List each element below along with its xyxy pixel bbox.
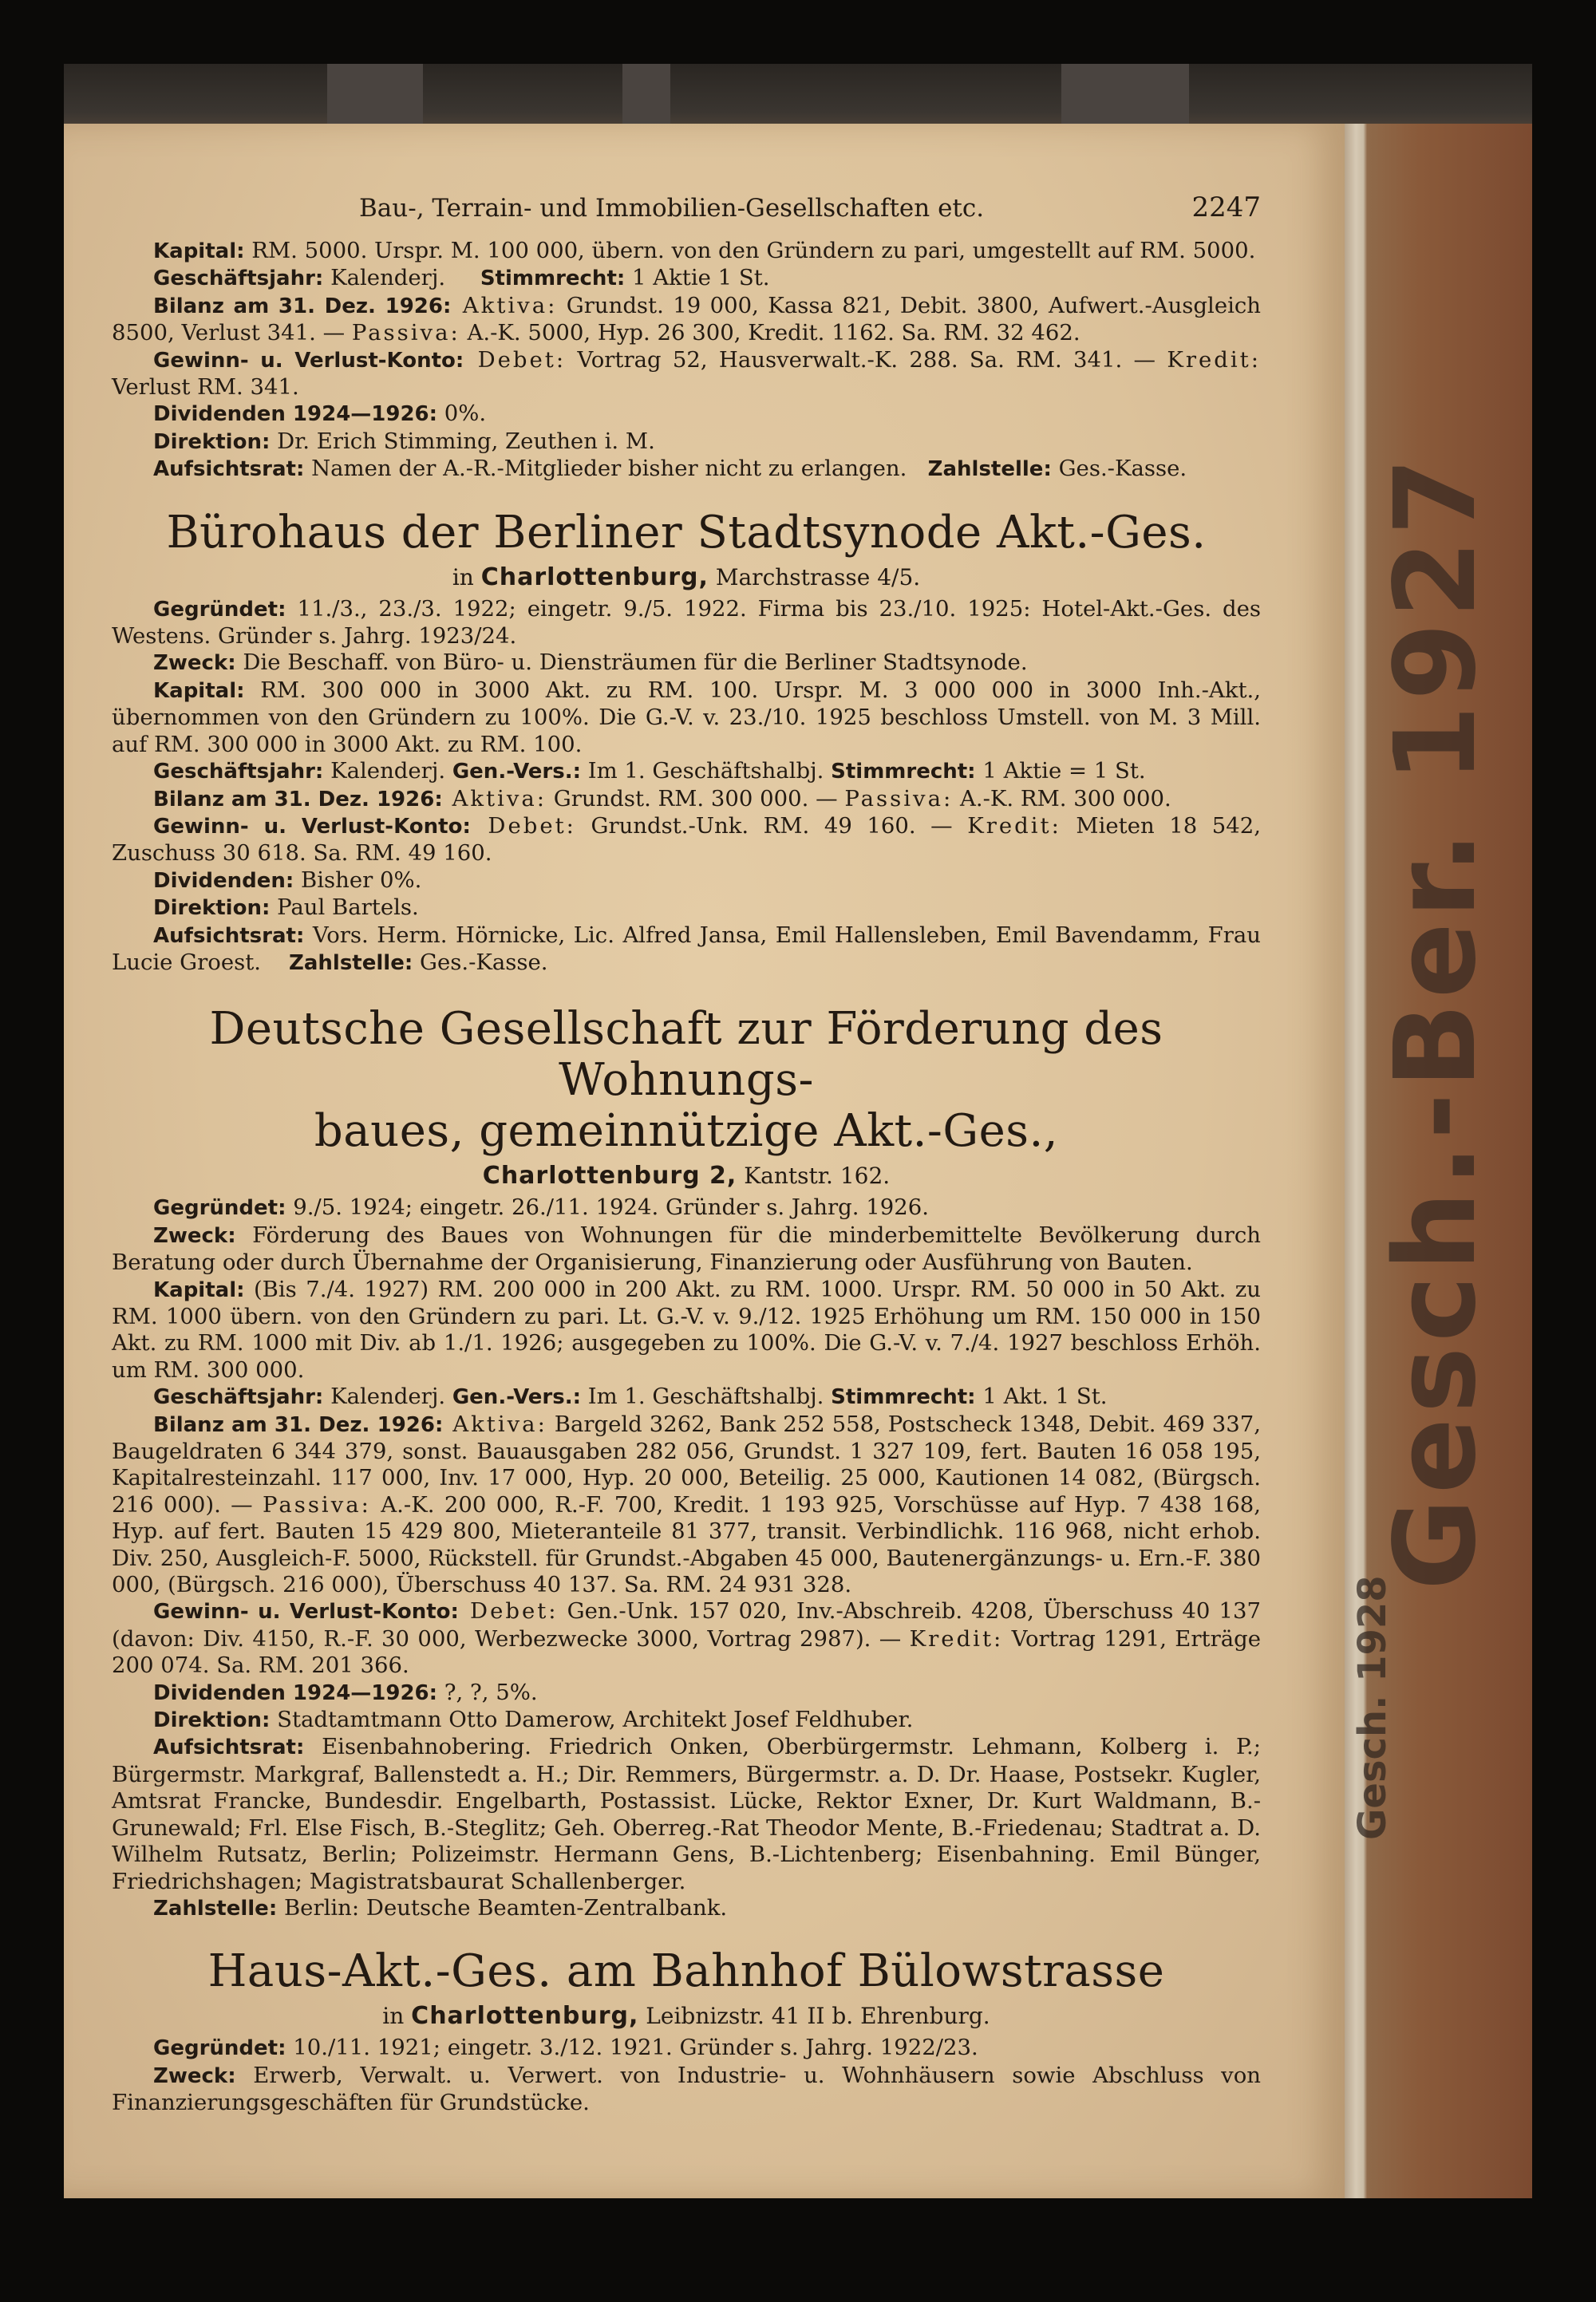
company-address-buerohaus: in Charlottenburg, Marchstrasse 4/5. — [452, 563, 921, 591]
entry-bilanz: Bilanz am 31. Dez. 1926: Aktiva: Grundst. RM. 300 000. — Passiva: A.-K. RM. 300 000. — [153, 785, 1171, 811]
entry-kapital: Kapital: (Bis 7./4. 1927) RM. 200 000 in 200 Akt. zu RM. 1000. Urspr. RM. 50 000 in 50 Akt. zu RM. 1000 übern. von den Gründern zu pari. Lt. G.-V. v. 9./12. 1925 Erhöhung um RM. 150 000 in 150 Akt. zu RM. 1000 mit Div. ab 1./1. 1926; ausgegeben zu 100%. Die G.-V. v. 7./4. 1927 beschloss Erhöh. um RM. 300 000. — [112, 1276, 1261, 1383]
entry-geschaeftsjahr: Geschäftsjahr: Kalenderj. Gen.-Vers.: Im 1. Geschäftshalbj. Stimmrecht: 1 Aktie = 1 St. — [153, 758, 1146, 784]
running-title: Bau-, Terrain- und Immobilien-Gesellschaften etc. — [359, 194, 985, 223]
entry-guv: Gewinn- u. Verlust-Konto: Debet: Grundst.-Unk. RM. 49 160. — Kredit: Mieten 18 542, Zuschuss 30 618. Sa. RM. 49 160. — [112, 812, 1262, 867]
page-text — [112, 192, 1261, 2117]
entry-dividenden: Dividenden: Bisher 0%. — [153, 867, 422, 893]
entry-direktion: Direktion: Stadtamtmann Otto Damerow, Architekt Josef Feldhuber. — [153, 1707, 914, 1733]
company-address-haus-akt-ges: in Charlottenburg, Leibnizstr. 41 II b. Ehrenburg. — [382, 2002, 990, 2031]
entry-aufsichtsrat: Aufsichtsrat: Namen der A.-R.-Mitglieder bisher nicht zu erlangen. Zahlstelle: Ges.-Kasse. — [153, 456, 1187, 482]
entry-zahlstelle: Zahlstelle: Berlin: Deutsche Beamten-Zentralbank. — [153, 1894, 728, 1921]
page-number: 2247 — [1191, 192, 1261, 223]
entry-kapital: Kapital: RM. 5000. Urspr. M. 100 000, übern. von den Gründern zu pari, umgestellt auf RM. 5000. — [153, 238, 1256, 263]
entry-kapital: Kapital: RM. 300 000 in 3000 Akt. zu RM. 100. Urspr. M. 3 000 000 in 3000 Inh.-Akt., übernommen von den Gründern zu 100%. Die G.-V. v. 23./10. 1925 beschloss Umstell. von M. 3 Mill. auf RM. 300 000 in 3000 Akt. zu RM. 100. — [112, 677, 1261, 757]
entry-guv: Gewinn- u. Verlust-Konto: Debet: Vortrag 52, Hausverwalt.-K. 288. Sa. RM. 341. — Kredit: Verlust RM. 341. — [112, 346, 1261, 401]
entry-gegruendet: Gegründet: 11./3., 23./3. 1922; eingetr. 9./5. 1922. Firma bis 23./10. 1925: Hotel-Akt.-Ges. des Westens. Gründer s. Jahrg. 1923/24. — [112, 595, 1261, 650]
company-address-wohnungsbau: Charlottenburg 2, Kantstr. 162. — [482, 1162, 891, 1190]
entry-guv: Gewinn- u. Verlust-Konto: Debet: Gen.-Unk. 157 020, Inv.-Abschreib. 4208, Überschuss 40 137 (davon: Div. 4150, R.-F. 30 000, Werbezwecke 3000, Vortrag 2987). — Kredit: Vortrag 1291, Erträge 200 074. Sa. RM. 201 366. — [112, 1598, 1262, 1679]
spine-lettering-small: Gesch. 1928 — [1350, 1575, 1395, 1840]
entry-zweck: Zweck: Förderung des Baues von Wohnungen für die minderbemittelte Bevölkerung durch Beratung oder durch Übernahme der Organisierung, Finanzierung oder Ausführung von Bauten. — [112, 1222, 1261, 1276]
entry-direktion: Direktion: Dr. Erich Stimming, Zeuthen i. M. — [153, 428, 655, 454]
entry-dividenden: Dividenden 1924—1926: 0%. — [153, 401, 487, 427]
company-title-buerohaus: Bürohaus der Berliner Stadtsynode Akt.-Ges. — [166, 506, 1207, 559]
company-title-wohnungsbau: Deutsche Gesellschaft zur Förderung des Wohnungs- baues, gemeinnützige Akt.-Ges., — [209, 1003, 1163, 1158]
company-title-haus-akt-ges: Haus-Akt.-Ges. am Bahnhof Bülowstrasse — [207, 1945, 1165, 1998]
entry-aufsichtsrat: Aufsichtsrat: Vors. Herm. Hörnicke, Lic. Alfred Jansa, Emil Hallensleben, Emil Bavendamm, Frau Lucie Groest. Zahlstelle: Ges.-Kasse. — [112, 922, 1261, 975]
running-header — [359, 192, 1261, 223]
entry-direktion: Direktion: Paul Bartels. — [153, 894, 419, 921]
entry-zweck: Zweck: Erwerb, Verwalt. u. Verwert. von Industrie- u. Wohnhäusern sowie Abschluss von Finanzierungsgeschäften für Grundstücke. — [112, 2062, 1261, 2116]
entry-bilanz: Bilanz am 31. Dez. 1926: Aktiva: Bargeld 3262, Bank 252 558, Postscheck 1348, Debit. 469 337, Baugeldraten 6 344 379, sonst. Bauausgaben 282 056, Grundst. 1 327 109, fert. Bauten 16 058 195, Kapitalresteinzahl. 117 000, Inv. 17 000, Hyp. 20 000, Beteilig. 25 000, Kautionen 14 082, (Bürgsch. 216 000). — Passiva: A.-K. 200 000, R.-F. 700, Kredit. 1 193 925, Vorschüsse auf Hyp. 7 438 168, Hyp. auf fert. Bauten 15 429 800, Mieteranteile 81 377, transit. Verbindlichk. 116 968, nicht erhob. Div. 250, Ausgleich-F. 5000, Rückstell. für Grundst.-Abgaben 45 000, Bautenergänzungs- u. Ern.-F. 380 000, (Bürgsch. 216 000), Überschuss 40 137. Sa. RM. 24 931 328. — [112, 1411, 1261, 1598]
entry-dividenden: Dividenden 1924—1926: ?, ?, 5%. — [153, 1679, 538, 1705]
entry-geschaeftsjahr: Geschäftsjahr: Kalenderj. Gen.-Vers.: Im 1. Geschäftshalbj. Stimmrecht: 1 Akt. 1 St. — [153, 1384, 1108, 1410]
spine-lettering: Gesch.-Ber. 1927 — [1371, 452, 1501, 1590]
entry-aufsichtsrat: Aufsichtsrat: Eisenbahnobering. Friedrich Onken, Oberbürgermstr. Lehmann, Kolberg i. P.; Bürgermstr. Markgraf, Ballenstedt a. H.; Dir. Remmers, Bürgermstr. a. D. Dr. Haase, Postsekr. Kugler, Amtsrat Francke, Bundesdir. Engelbarth, Postassist. Lücke, Rektor Exner, Dr. Kurt Waldmann, B.-Grunewald; Frl. Else Fisch, B.-Steglitz; Geh. Oberreg.-Rat Theodor Mente, B.-Friedenau; Stadtrat a. D. Wilhelm Rutsatz, Berlin; Polizeimstr. Hermann Gens, B.-Lichtenberg; Eisenbahning. Emil Bünger, Friedrichshagen; Magistratsbaurat Schallenberger. — [112, 1734, 1261, 1894]
entry-gegruendet: Gegründet: 9./5. 1924; eingetr. 26./11. 1924. Gründer s. Jahrg. 1926. — [153, 1194, 929, 1221]
entry-gegruendet: Gegründet: 10./11. 1921; eingetr. 3./12. 1921. Gründer s. Jahrg. 1922/23. — [153, 2035, 978, 2061]
entry-zweck: Zweck: Die Beschaff. von Büro- u. Diensträumen für die Berliner Stadtsynode. — [153, 650, 1028, 676]
entry-geschaeftsjahr: Geschäftsjahr: Kalenderj. Stimmrecht: 1 Aktie 1 St. — [153, 265, 770, 291]
entry-bilanz: Bilanz am 31. Dez. 1926: Aktiva: Grundst. 19 000, Kassa 821, Debit. 3800, Aufwert.-Ausgleich 8500, Verlust 341. — Passiva: A.-K. 5000, Hyp. 26 300, Kredit. 1162. Sa. RM. 32 462. — [112, 292, 1261, 346]
